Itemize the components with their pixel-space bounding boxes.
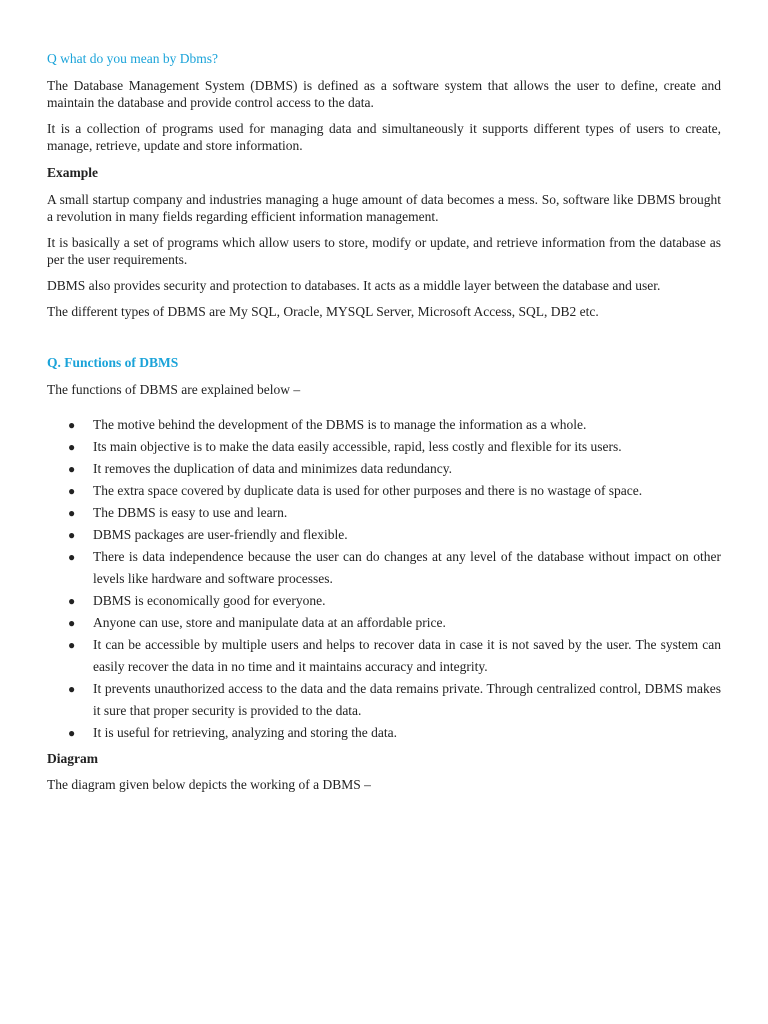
list-item — [47, 722, 721, 744]
list-item-text: The extra space covered by duplicate data is used for other purposes and there is no wastage of space. — [93, 483, 643, 498]
list-item-text: It can be accessible by multiple users and helps to recover data in case it is not saved by the user. The system can easily recover the data in no time and it maintains accuracy and integrity. — [93, 637, 721, 674]
list-item — [47, 678, 721, 722]
example-heading: Example — [47, 165, 99, 180]
bullet-icon: ● — [68, 462, 76, 476]
list-item — [47, 524, 721, 546]
bullet-icon: ● — [68, 638, 76, 652]
list-item — [47, 546, 721, 590]
bullet-icon: ● — [68, 484, 76, 498]
paragraph-example-programs: It is basically a set of programs which allow users to store, modify or update, and retrieve information from the database as per the user requirements. — [47, 235, 721, 267]
bullet-icon: ● — [68, 594, 76, 608]
bullet-icon: ● — [68, 682, 76, 696]
functions-list — [47, 414, 721, 744]
paragraph-definition: The Database Management System (DBMS) is defined as a software system that allows the user to define, create and maintain the database and provide control access to the data. — [47, 78, 721, 110]
paragraph-diagram-intro: The diagram given below depicts the working of a DBMS – — [47, 777, 371, 792]
list-item — [47, 414, 721, 436]
list-item-text: DBMS is economically good for everyone. — [93, 593, 326, 608]
list-item — [47, 458, 721, 480]
list-item — [47, 480, 721, 502]
question-heading-functions: Q. Functions of DBMS — [47, 355, 179, 370]
list-item-text: It is useful for retrieving, analyzing and storing the data. — [93, 725, 398, 740]
list-item — [47, 436, 721, 458]
bullet-icon: ● — [68, 726, 76, 740]
question-heading-dbms: Q what do you mean by Dbms? — [47, 51, 218, 66]
list-item-text: Anyone can use, store and manipulate data at an affordable price. — [93, 615, 446, 630]
list-item — [47, 502, 721, 524]
list-item-text: It prevents unauthorized access to the data and the data remains private. Through centralized control, DBMS makes it sure that proper security is provided to the data. — [93, 681, 721, 718]
list-item — [47, 634, 721, 678]
bullet-icon: ● — [68, 616, 76, 630]
list-item — [47, 590, 721, 612]
diagram-heading: Diagram — [47, 751, 98, 766]
paragraph-example-security: DBMS also provides security and protection to databases. It acts as a middle layer between the database and user. — [47, 278, 661, 293]
list-item-text: DBMS packages are user-friendly and flexible. — [93, 527, 348, 542]
list-item — [47, 612, 721, 634]
paragraph-example-startup: A small startup company and industries managing a huge amount of data becomes a mess. So, software like DBMS brought a revolution in many fields regarding efficient information management. — [47, 192, 721, 224]
list-item-text: The DBMS is easy to use and learn. — [93, 505, 288, 520]
list-item-text: It removes the duplication of data and minimizes data redundancy. — [93, 461, 453, 476]
paragraph-collection: It is a collection of programs used for managing data and simultaneously it supports different types of users to create, manage, retrieve, update and store information. — [47, 121, 721, 153]
paragraph-functions-intro: The functions of DBMS are explained below – — [47, 382, 301, 397]
bullet-icon: ● — [68, 550, 76, 564]
bullet-icon: ● — [68, 418, 76, 432]
bullet-icon: ● — [68, 506, 76, 520]
list-item-text: The motive behind the development of the DBMS is to manage the information as a whole. — [93, 417, 587, 432]
list-item-text: Its main objective is to make the data easily accessible, rapid, less costly and flexible for its users. — [93, 439, 622, 454]
list-item-text: There is data independence because the user can do changes at any level of the database without impact on other levels like hardware and software processes. — [93, 549, 721, 586]
bullet-icon: ● — [68, 528, 76, 542]
bullet-icon: ● — [68, 440, 76, 454]
paragraph-example-types: The different types of DBMS are My SQL, Oracle, MYSQL Server, Microsoft Access, SQL, DB2 etc. — [47, 304, 599, 319]
